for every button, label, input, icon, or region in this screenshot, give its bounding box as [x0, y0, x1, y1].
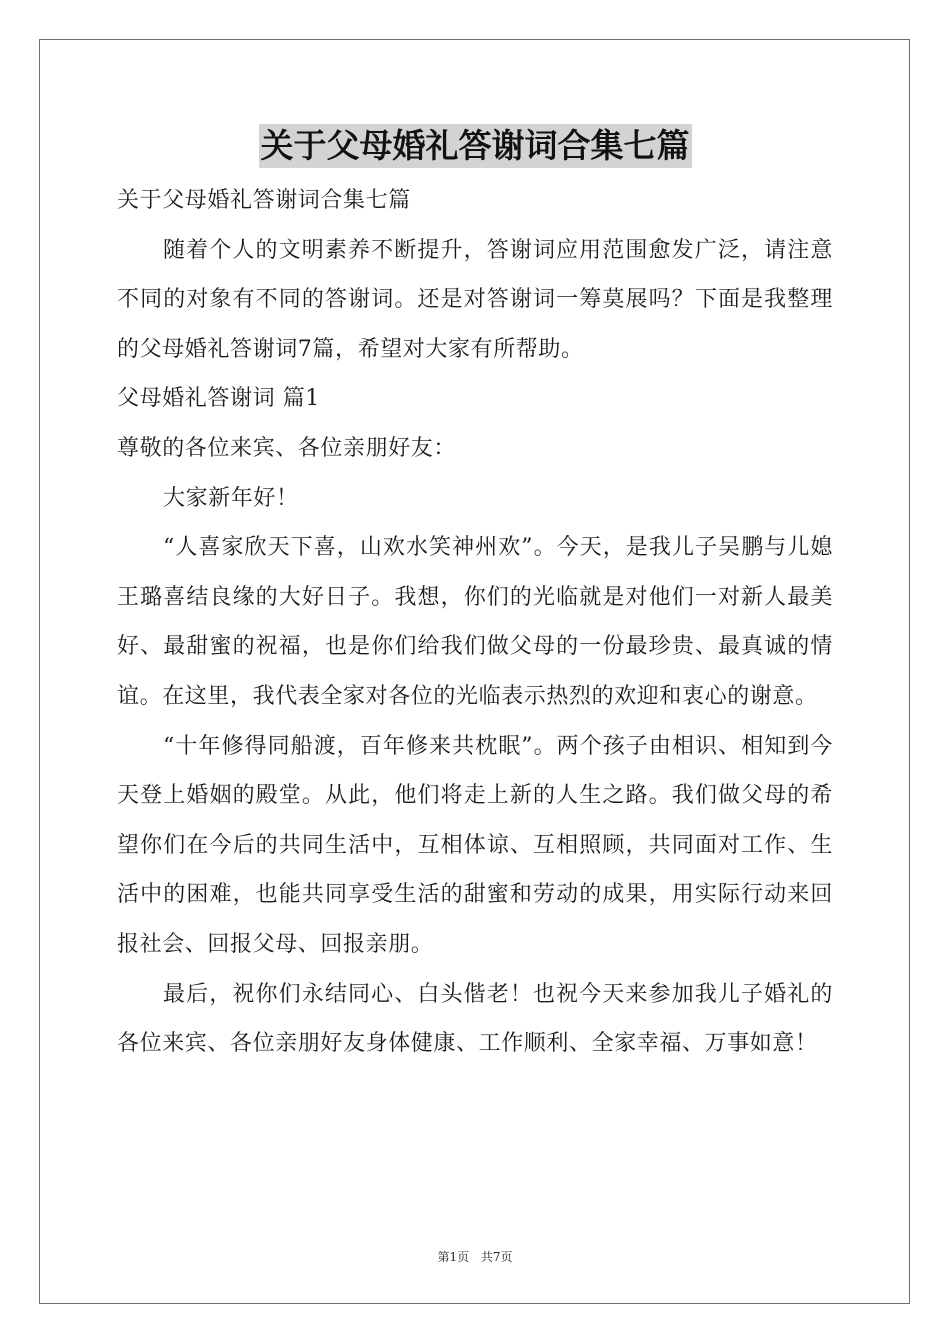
paragraph: 关于父母婚礼答谢词合集七篇 [117, 188, 411, 213]
salutation: 尊敬的各位来宾、各位亲朋好友： [117, 435, 457, 461]
section-heading: 父母婚礼答谢词 篇1 [117, 386, 320, 412]
title-container [0, 124, 950, 168]
page-number: 第1页 [437, 1250, 470, 1264]
paragraph: “人喜家欣天下喜，山欢水笑神州欢”。今天，是我儿子吴鹏与儿媳王璐喜结良缘的大好日子。我想，你们的光临就是对他们一对新人最美好、最甜蜜的祝福，也是你们给我们做父母的一份最珍贵、最真诚的情谊。在这里，我代表全家对各位的光临表示热烈的欢迎和衷心的谢意。 [117, 535, 833, 709]
page-footer [0, 1248, 950, 1265]
paragraph: “十年修得同船渡，百年修来共枕眠”。两个孩子由相识、相知到今天登上婚姻的殿堂。从此，他们将走上新的人生之路。我们做父母的希望你们在今后的共同生活中，互相体谅、互相照顾，共同面对工作、生活中的困难，也能共同享受生活的甜蜜和劳动的成果，用实际行动来回报社会、回报父母、回报亲朋。 [117, 733, 833, 957]
paragraph: 随着个人的文明素养不断提升，答谢词应用范围愈发广泛，请注意不同的对象有不同的答谢词。还是对答谢词一筹莫展吗？下面是我整理的父母婚礼答谢词7篇，希望对大家有所帮助。 [117, 237, 833, 362]
paragraph: 大家新年好！ [163, 485, 299, 511]
page-total: 共7页 [480, 1250, 513, 1264]
document-title: 关于父母婚礼答谢词合集七篇 [259, 124, 692, 168]
paragraph: 最后，祝你们永结同心、白头偕老！也祝今天来参加我儿子婚礼的各位来宾、各位亲朋好友身体健康、工作顺利、全家幸福、万事如意！ [117, 981, 833, 1057]
document-body [117, 176, 833, 1069]
